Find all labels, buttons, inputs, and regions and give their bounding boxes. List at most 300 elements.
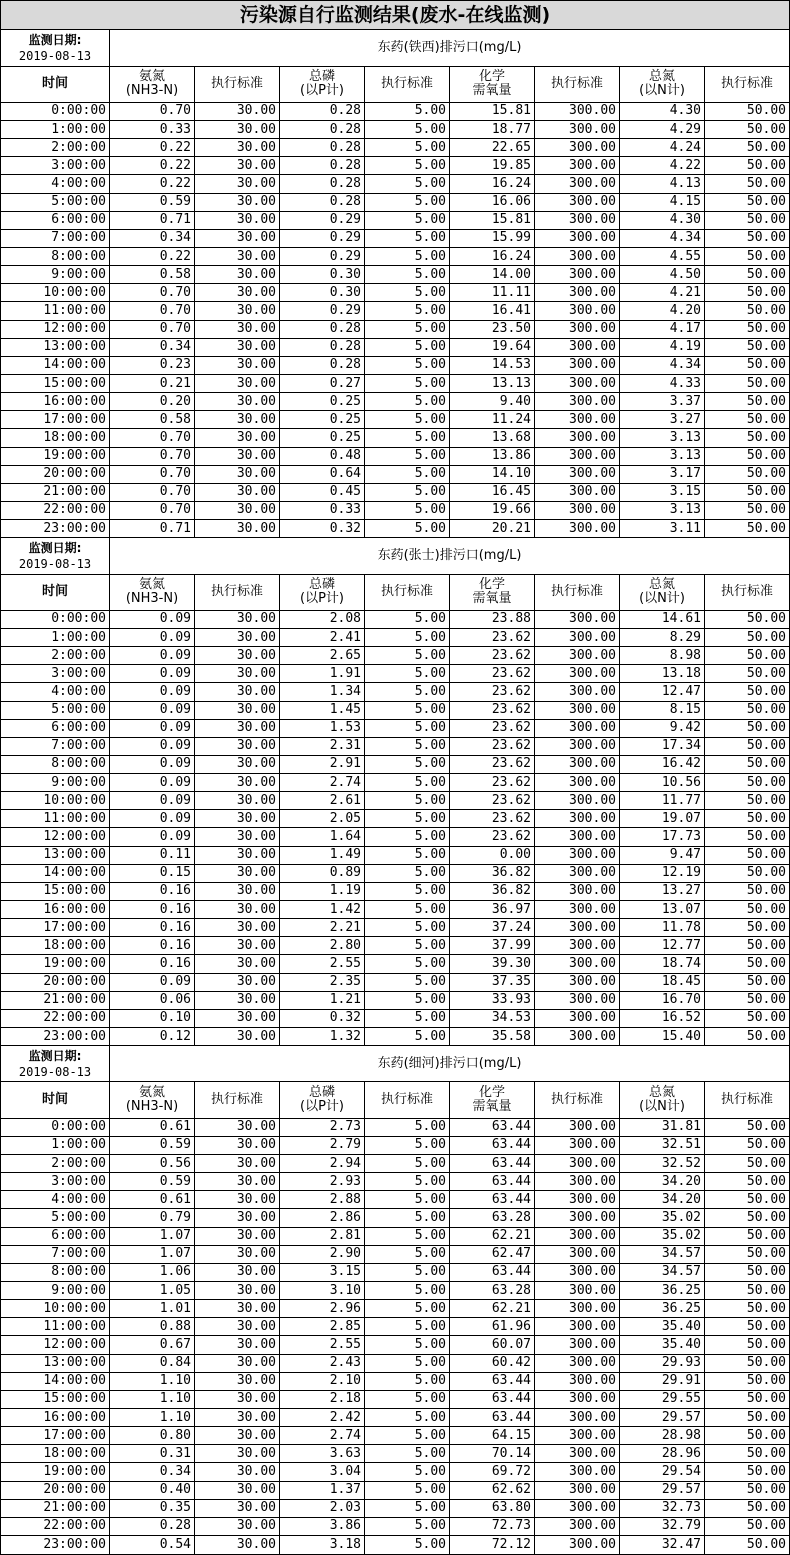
table-row <box>1 411 790 429</box>
table-row <box>1 991 790 1009</box>
value-cell: 2.42 <box>280 1409 365 1427</box>
value-cell: 50.00 <box>705 520 790 538</box>
table-row <box>1 864 790 882</box>
value-cell: 30.00 <box>195 774 280 792</box>
table-row <box>1 701 790 719</box>
value-cell: 1.64 <box>280 828 365 846</box>
monitoring-date-cell <box>1 1046 110 1082</box>
value-cell: 3.13 <box>620 501 705 519</box>
value-cell: 5.00 <box>365 374 450 392</box>
value-cell: 5.00 <box>365 1300 450 1318</box>
value-cell: 300.00 <box>535 302 620 320</box>
value-cell: 36.25 <box>620 1300 705 1318</box>
time-cell: 11:00:00 <box>1 810 110 828</box>
value-cell: 50.00 <box>705 1390 790 1408</box>
value-cell: 50.00 <box>705 429 790 447</box>
value-cell: 0.22 <box>110 139 195 157</box>
value-cell: 13.68 <box>450 429 535 447</box>
value-cell: 4.55 <box>620 247 705 265</box>
value-cell: 0.20 <box>110 393 195 411</box>
value-cell: 0.09 <box>110 774 195 792</box>
value-cell: 50.00 <box>705 1227 790 1245</box>
value-cell: 5.00 <box>365 1263 450 1281</box>
value-cell: 300.00 <box>535 665 620 683</box>
value-cell: 0.70 <box>110 102 195 120</box>
value-cell: 0.27 <box>280 374 365 392</box>
time-cell: 8:00:00 <box>1 755 110 773</box>
header-total-phosphorus-text: 总磷 <box>308 1085 335 1101</box>
table-row <box>1 1354 790 1372</box>
time-cell: 16:00:00 <box>1 901 110 919</box>
value-cell: 50.00 <box>705 193 790 211</box>
value-cell: 50.00 <box>705 1118 790 1136</box>
value-cell: 35.58 <box>450 1028 535 1046</box>
header-total-phosphorus-text: (以P计) <box>300 83 344 99</box>
value-cell: 35.40 <box>620 1336 705 1354</box>
value-cell: 5.00 <box>365 1499 450 1517</box>
value-cell: 300.00 <box>535 1336 620 1354</box>
value-cell: 300.00 <box>535 1463 620 1481</box>
header-ammonia <box>110 574 195 610</box>
value-cell: 0.09 <box>110 719 195 737</box>
header-standard-text: 执行标准 <box>550 76 603 92</box>
value-cell: 23.88 <box>450 610 535 628</box>
time-cell: 5:00:00 <box>1 701 110 719</box>
header-standard <box>195 574 280 610</box>
section-info-row <box>1 538 790 574</box>
value-cell: 50.00 <box>705 393 790 411</box>
table-row <box>1 501 790 519</box>
value-cell: 0.59 <box>110 193 195 211</box>
table-row <box>1 247 790 265</box>
value-cell: 34.57 <box>620 1263 705 1281</box>
table-row <box>1 465 790 483</box>
value-cell: 63.28 <box>450 1282 535 1300</box>
value-cell: 30.00 <box>195 1409 280 1427</box>
value-cell: 23.62 <box>450 701 535 719</box>
value-cell: 2.55 <box>280 1336 365 1354</box>
value-cell: 4.22 <box>620 157 705 175</box>
value-cell: 30.00 <box>195 501 280 519</box>
time-cell: 23:00:00 <box>1 520 110 538</box>
value-cell: 50.00 <box>705 320 790 338</box>
value-cell: 63.44 <box>450 1155 535 1173</box>
value-cell: 0.70 <box>110 483 195 501</box>
value-cell: 5.00 <box>365 483 450 501</box>
value-cell: 0.59 <box>110 1173 195 1191</box>
value-cell: 50.00 <box>705 1481 790 1499</box>
value-cell: 0.29 <box>280 302 365 320</box>
value-cell: 0.09 <box>110 701 195 719</box>
value-cell: 0.22 <box>110 157 195 175</box>
value-cell: 30.00 <box>195 393 280 411</box>
value-cell: 50.00 <box>705 719 790 737</box>
value-cell: 5.00 <box>365 628 450 646</box>
value-cell: 2.35 <box>280 973 365 991</box>
value-cell: 5.00 <box>365 828 450 846</box>
table-row <box>1 792 790 810</box>
time-cell: 2:00:00 <box>1 139 110 157</box>
time-cell: 11:00:00 <box>1 302 110 320</box>
value-cell: 5.00 <box>365 520 450 538</box>
value-cell: 30.00 <box>195 374 280 392</box>
value-cell: 23.62 <box>450 719 535 737</box>
value-cell: 30.00 <box>195 120 280 138</box>
value-cell: 0.16 <box>110 919 195 937</box>
value-cell: 300.00 <box>535 1409 620 1427</box>
value-cell: 0.34 <box>110 1463 195 1481</box>
value-cell: 2.80 <box>280 937 365 955</box>
value-cell: 50.00 <box>705 991 790 1009</box>
table-row <box>1 520 790 538</box>
monitoring-date-value: 2019-08-13 <box>18 556 92 571</box>
value-cell: 0.09 <box>110 683 195 701</box>
value-cell: 5.00 <box>365 465 450 483</box>
value-cell: 300.00 <box>535 102 620 120</box>
value-cell: 300.00 <box>535 683 620 701</box>
header-total-nitrogen-text: (以N计) <box>639 1099 685 1115</box>
value-cell: 1.91 <box>280 665 365 683</box>
value-cell: 37.99 <box>450 937 535 955</box>
table-row <box>1 937 790 955</box>
monitoring-date-value: 2019-08-13 <box>18 1064 92 1079</box>
value-cell: 300.00 <box>535 157 620 175</box>
value-cell: 0.15 <box>110 864 195 882</box>
value-cell: 0.00 <box>450 846 535 864</box>
value-cell: 5.00 <box>365 1427 450 1445</box>
header-cod <box>450 66 535 102</box>
value-cell: 5.00 <box>365 1009 450 1027</box>
value-cell: 3.63 <box>280 1445 365 1463</box>
value-cell: 0.56 <box>110 1155 195 1173</box>
value-cell: 5.00 <box>365 1445 450 1463</box>
value-cell: 2.55 <box>280 955 365 973</box>
value-cell: 8.98 <box>620 647 705 665</box>
value-cell: 16.41 <box>450 302 535 320</box>
value-cell: 30.00 <box>195 1155 280 1173</box>
value-cell: 300.00 <box>535 1536 620 1555</box>
time-cell: 7:00:00 <box>1 229 110 247</box>
value-cell: 300.00 <box>535 1245 620 1263</box>
value-cell: 0.16 <box>110 937 195 955</box>
value-cell: 0.16 <box>110 955 195 973</box>
sheet-title: 污染源自行监测结果(废水-在线监测) <box>1 1 790 30</box>
value-cell: 300.00 <box>535 1263 620 1281</box>
value-cell: 5.00 <box>365 755 450 773</box>
value-cell: 4.30 <box>620 102 705 120</box>
value-cell: 30.00 <box>195 1427 280 1445</box>
value-cell: 5.00 <box>365 139 450 157</box>
value-cell: 30.00 <box>195 411 280 429</box>
value-cell: 36.97 <box>450 901 535 919</box>
value-cell: 34.53 <box>450 1009 535 1027</box>
value-cell: 16.42 <box>620 755 705 773</box>
value-cell: 3.10 <box>280 1282 365 1300</box>
value-cell: 32.73 <box>620 1499 705 1517</box>
header-total-phosphorus <box>280 66 365 102</box>
value-cell: 34.20 <box>620 1191 705 1209</box>
table-row <box>1 1390 790 1408</box>
header-standard-text: 执行标准 <box>210 584 263 600</box>
value-cell: 0.09 <box>110 628 195 646</box>
value-cell: 5.00 <box>365 1028 450 1046</box>
value-cell: 0.25 <box>280 411 365 429</box>
value-cell: 63.44 <box>450 1390 535 1408</box>
value-cell: 30.00 <box>195 1390 280 1408</box>
header-total-phosphorus-text: (以P计) <box>300 1099 344 1115</box>
header-standard <box>365 574 450 610</box>
value-cell: 50.00 <box>705 1028 790 1046</box>
value-cell: 15.81 <box>450 102 535 120</box>
value-cell: 300.00 <box>535 719 620 737</box>
value-cell: 61.96 <box>450 1318 535 1336</box>
value-cell: 0.34 <box>110 338 195 356</box>
value-cell: 300.00 <box>535 1390 620 1408</box>
value-cell: 0.34 <box>110 229 195 247</box>
value-cell: 0.61 <box>110 1118 195 1136</box>
value-cell: 63.44 <box>450 1372 535 1390</box>
value-cell: 5.00 <box>365 393 450 411</box>
value-cell: 30.00 <box>195 175 280 193</box>
value-cell: 19.66 <box>450 501 535 519</box>
value-cell: 2.73 <box>280 1118 365 1136</box>
time-cell: 22:00:00 <box>1 1517 110 1535</box>
time-cell: 8:00:00 <box>1 1263 110 1281</box>
value-cell: 63.28 <box>450 1209 535 1227</box>
value-cell: 23.62 <box>450 755 535 773</box>
value-cell: 1.37 <box>280 1481 365 1499</box>
value-cell: 2.85 <box>280 1318 365 1336</box>
value-cell: 30.00 <box>195 973 280 991</box>
value-cell: 62.21 <box>450 1300 535 1318</box>
value-cell: 0.21 <box>110 374 195 392</box>
value-cell: 50.00 <box>705 864 790 882</box>
header-total-phosphorus <box>280 574 365 610</box>
value-cell: 3.15 <box>620 483 705 501</box>
value-cell: 0.25 <box>280 429 365 447</box>
time-cell: 9:00:00 <box>1 266 110 284</box>
value-cell: 5.00 <box>365 193 450 211</box>
value-cell: 0.09 <box>110 755 195 773</box>
value-cell: 30.00 <box>195 1300 280 1318</box>
table-row <box>1 810 790 828</box>
time-cell: 4:00:00 <box>1 1191 110 1209</box>
value-cell: 30.00 <box>195 1136 280 1154</box>
value-cell: 0.48 <box>280 447 365 465</box>
value-cell: 63.44 <box>450 1136 535 1154</box>
value-cell: 50.00 <box>705 1263 790 1281</box>
header-total-nitrogen-text: 总氮 <box>648 1085 675 1101</box>
value-cell: 50.00 <box>705 882 790 900</box>
value-cell: 5.00 <box>365 1155 450 1173</box>
value-cell: 0.64 <box>280 465 365 483</box>
table-row <box>1 665 790 683</box>
monitoring-date-label: 监测日期: <box>28 32 82 47</box>
table-row <box>1 139 790 157</box>
value-cell: 0.30 <box>280 266 365 284</box>
value-cell: 3.17 <box>620 465 705 483</box>
value-cell: 300.00 <box>535 1118 620 1136</box>
value-cell: 0.32 <box>280 1009 365 1027</box>
value-cell: 30.00 <box>195 102 280 120</box>
value-cell: 16.45 <box>450 483 535 501</box>
time-cell: 18:00:00 <box>1 429 110 447</box>
value-cell: 5.00 <box>365 356 450 374</box>
time-cell: 13:00:00 <box>1 846 110 864</box>
table-row <box>1 719 790 737</box>
value-cell: 5.00 <box>365 266 450 284</box>
value-cell: 2.05 <box>280 810 365 828</box>
value-cell: 11.11 <box>450 284 535 302</box>
value-cell: 0.25 <box>280 393 365 411</box>
table-row <box>1 1009 790 1027</box>
value-cell: 0.28 <box>280 139 365 157</box>
value-cell: 50.00 <box>705 846 790 864</box>
value-cell: 23.62 <box>450 737 535 755</box>
value-cell: 13.07 <box>620 901 705 919</box>
header-standard-text: 执行标准 <box>380 76 433 92</box>
value-cell: 0.79 <box>110 1209 195 1227</box>
value-cell: 50.00 <box>705 810 790 828</box>
value-cell: 50.00 <box>705 792 790 810</box>
value-cell: 69.72 <box>450 1463 535 1481</box>
value-cell: 50.00 <box>705 901 790 919</box>
time-cell: 23:00:00 <box>1 1028 110 1046</box>
value-cell: 1.07 <box>110 1227 195 1245</box>
header-ammonia-text: (NH3-N) <box>125 83 179 99</box>
value-cell: 5.00 <box>365 774 450 792</box>
value-cell: 30.00 <box>195 1191 280 1209</box>
value-cell: 50.00 <box>705 1318 790 1336</box>
value-cell: 2.31 <box>280 737 365 755</box>
value-cell: 2.96 <box>280 1300 365 1318</box>
value-cell: 5.00 <box>365 683 450 701</box>
value-cell: 5.00 <box>365 665 450 683</box>
value-cell: 300.00 <box>535 465 620 483</box>
header-ammonia-text: (NH3-N) <box>125 1099 179 1115</box>
value-cell: 1.10 <box>110 1409 195 1427</box>
value-cell: 300.00 <box>535 1191 620 1209</box>
value-cell: 5.00 <box>365 610 450 628</box>
time-cell: 12:00:00 <box>1 828 110 846</box>
value-cell: 4.24 <box>620 139 705 157</box>
value-cell: 0.09 <box>110 828 195 846</box>
value-cell: 5.00 <box>365 973 450 991</box>
outlet-title: 东药(铁西)排污口(mg/L) <box>110 30 790 66</box>
value-cell: 50.00 <box>705 1209 790 1227</box>
header-standard <box>535 66 620 102</box>
value-cell: 23.50 <box>450 320 535 338</box>
value-cell: 2.74 <box>280 774 365 792</box>
value-cell: 0.67 <box>110 1336 195 1354</box>
value-cell: 5.00 <box>365 810 450 828</box>
header-standard <box>705 574 790 610</box>
value-cell: 30.00 <box>195 302 280 320</box>
value-cell: 30.00 <box>195 247 280 265</box>
value-cell: 30.00 <box>195 683 280 701</box>
value-cell: 11.24 <box>450 411 535 429</box>
value-cell: 30.00 <box>195 1463 280 1481</box>
value-cell: 2.91 <box>280 755 365 773</box>
time-cell: 15:00:00 <box>1 882 110 900</box>
value-cell: 5.00 <box>365 1336 450 1354</box>
value-cell: 15.40 <box>620 1028 705 1046</box>
value-cell: 300.00 <box>535 284 620 302</box>
table-row <box>1 628 790 646</box>
monitoring-date-cell <box>1 30 110 66</box>
value-cell: 50.00 <box>705 483 790 501</box>
table-row <box>1 919 790 937</box>
value-cell: 0.33 <box>280 501 365 519</box>
header-ammonia-text: 氨氮 <box>138 577 165 593</box>
value-cell: 0.09 <box>110 610 195 628</box>
value-cell: 30.00 <box>195 1499 280 1517</box>
value-cell: 300.00 <box>535 356 620 374</box>
value-cell: 17.34 <box>620 737 705 755</box>
value-cell: 300.00 <box>535 1354 620 1372</box>
table-row <box>1 266 790 284</box>
header-cod-text: 化学 <box>478 1085 505 1101</box>
table-row <box>1 193 790 211</box>
value-cell: 50.00 <box>705 737 790 755</box>
value-cell: 29.93 <box>620 1354 705 1372</box>
value-cell: 30.00 <box>195 1009 280 1027</box>
table-row <box>1 1245 790 1263</box>
value-cell: 0.28 <box>280 320 365 338</box>
value-cell: 23.62 <box>450 810 535 828</box>
value-cell: 17.73 <box>620 828 705 846</box>
table-row <box>1 1300 790 1318</box>
time-cell: 2:00:00 <box>1 647 110 665</box>
column-header-row <box>1 66 790 102</box>
time-cell: 10:00:00 <box>1 792 110 810</box>
value-cell: 30.00 <box>195 1481 280 1499</box>
value-cell: 5.00 <box>365 901 450 919</box>
value-cell: 30.00 <box>195 882 280 900</box>
table-row <box>1 1136 790 1154</box>
value-cell: 62.62 <box>450 1481 535 1499</box>
value-cell: 5.00 <box>365 1173 450 1191</box>
value-cell: 50.00 <box>705 139 790 157</box>
value-cell: 0.45 <box>280 483 365 501</box>
value-cell: 30.00 <box>195 266 280 284</box>
value-cell: 300.00 <box>535 211 620 229</box>
value-cell: 23.62 <box>450 665 535 683</box>
time-cell: 3:00:00 <box>1 665 110 683</box>
value-cell: 0.29 <box>280 247 365 265</box>
value-cell: 72.12 <box>450 1536 535 1555</box>
time-cell: 10:00:00 <box>1 1300 110 1318</box>
value-cell: 23.62 <box>450 774 535 792</box>
time-cell: 18:00:00 <box>1 1445 110 1463</box>
value-cell: 300.00 <box>535 973 620 991</box>
time-cell: 3:00:00 <box>1 157 110 175</box>
value-cell: 0.11 <box>110 846 195 864</box>
value-cell: 50.00 <box>705 1191 790 1209</box>
value-cell: 30.00 <box>195 1173 280 1191</box>
value-cell: 3.37 <box>620 393 705 411</box>
value-cell: 5.00 <box>365 320 450 338</box>
value-cell: 300.00 <box>535 755 620 773</box>
value-cell: 4.19 <box>620 338 705 356</box>
table-row <box>1 1155 790 1173</box>
value-cell: 5.00 <box>365 429 450 447</box>
table-row <box>1 483 790 501</box>
value-cell: 29.55 <box>620 1390 705 1408</box>
value-cell: 0.28 <box>280 157 365 175</box>
value-cell: 30.00 <box>195 991 280 1009</box>
header-standard <box>195 66 280 102</box>
